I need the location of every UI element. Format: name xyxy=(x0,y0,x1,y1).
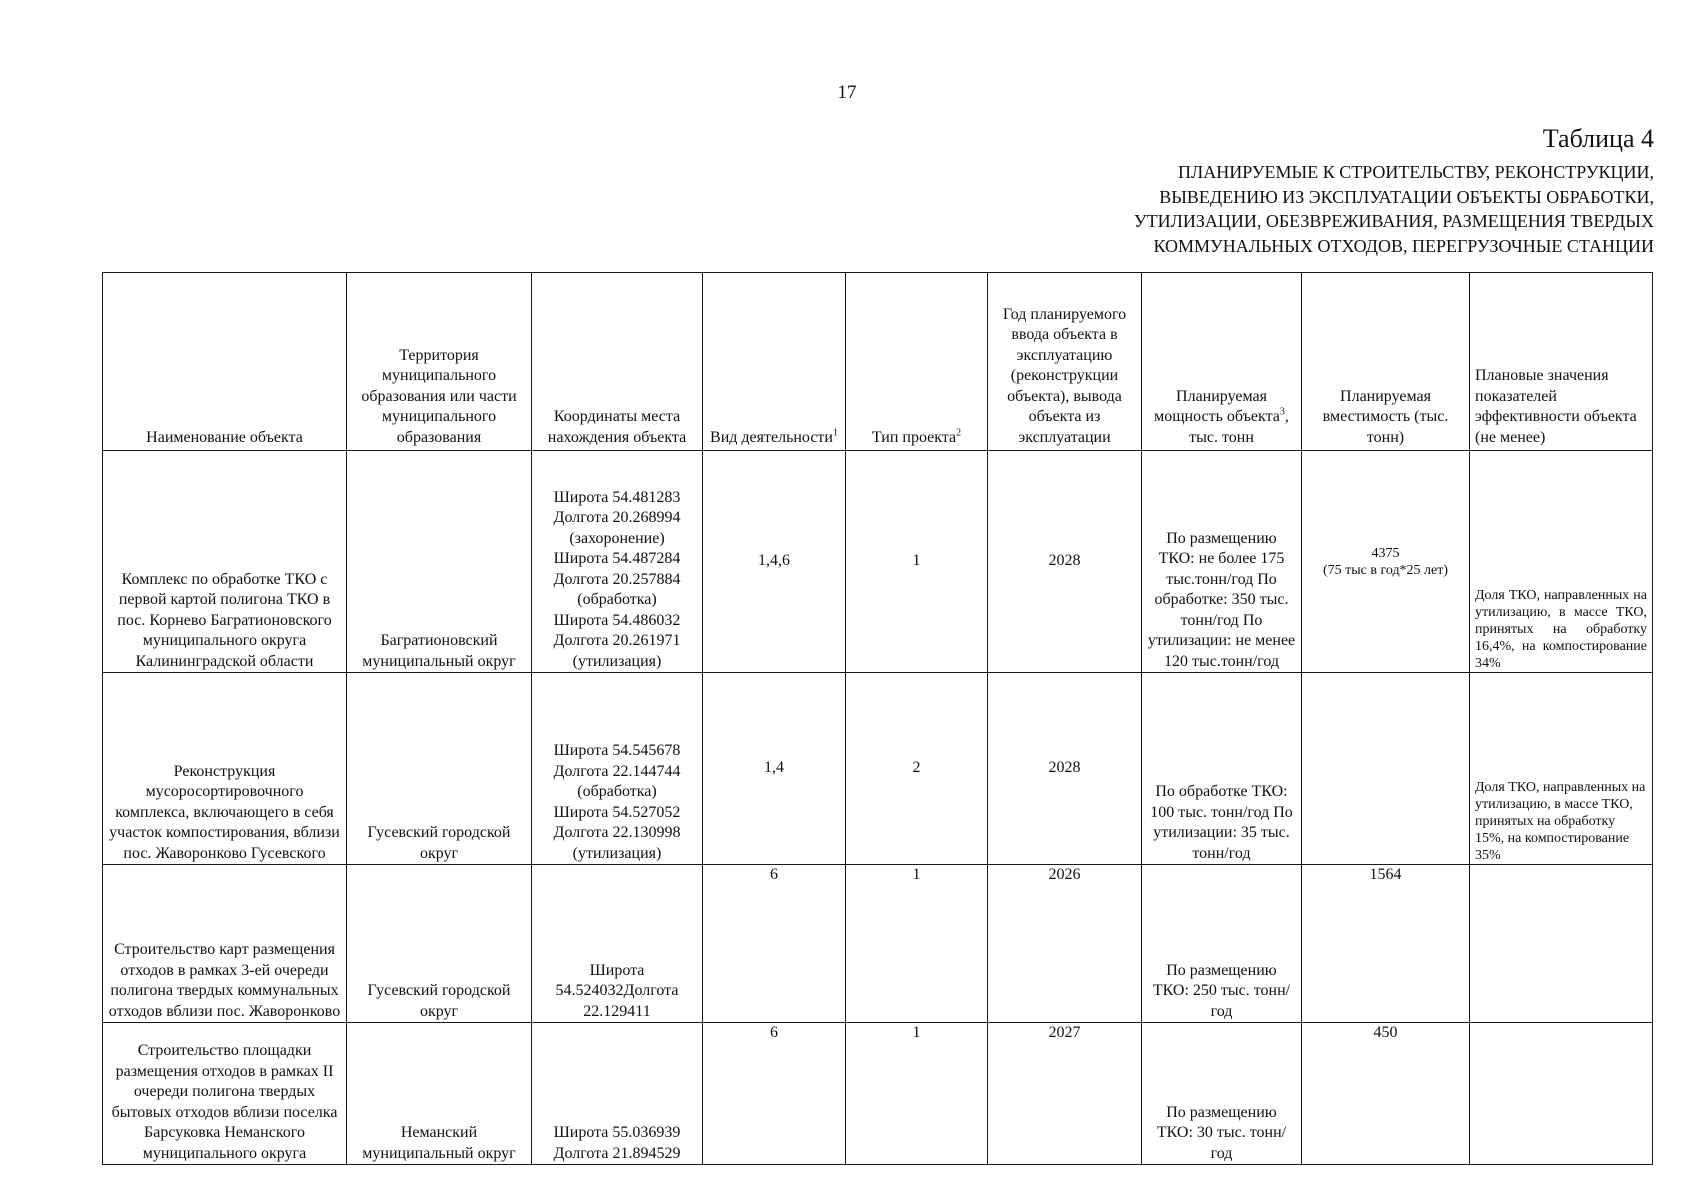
cell-activity: 1,4 xyxy=(703,673,846,865)
cell-name: Реконструкция мусоросортировочного комплекса, включающего в себя участок компостирования, вблизи пос. Жаворонково Гусевского xyxy=(103,673,347,865)
cell-territory: Неманский муниципальный округ xyxy=(347,1023,532,1165)
cell-volume: 450 xyxy=(1302,1023,1470,1165)
cell-volume xyxy=(1302,673,1470,865)
table-title xyxy=(1014,160,1654,258)
facilities-table xyxy=(102,272,1653,1165)
cell-volume: 1564 xyxy=(1302,865,1470,1023)
table-title-line: ВЫВЕДЕНИЮ ИЗ ЭКСПЛУАТАЦИИ ОБЪЕКТЫ ОБРАБОТКИ, xyxy=(1159,186,1654,207)
header-project-type-text: Тип проекта xyxy=(871,428,957,446)
cell-capacity: По размещению ТКО: не более 175 тыс.тонн/год По обработке: 350 тыс. тонн/год По утилизации: не менее 120 тыс.тонн/год xyxy=(1142,451,1302,673)
cell-coordinates: Широта 55.036939 Долгота 21.894529 xyxy=(532,1023,703,1165)
table-label: Таблица 4 xyxy=(1542,124,1654,153)
table-row xyxy=(103,451,1653,673)
cell-capacity: По размещению ТКО: 250 тыс. тонн/год xyxy=(1142,865,1302,1023)
page-number: 17 xyxy=(837,82,857,103)
footnote-marker: 2 xyxy=(956,427,962,439)
table-row xyxy=(103,673,1653,865)
cell-capacity: По размещению ТКО: 30 тыс. тонн/год xyxy=(1142,1023,1302,1165)
cell-efficiency: Доля ТКО, направленных на утилизацию, в массе ТКО, принятых на обработку 16,4%, на компостирование 34% xyxy=(1470,451,1653,673)
footnote-marker: 1 xyxy=(832,427,838,439)
cell-efficiency: Доля ТКО, направленных на утилизацию, в массе ТКО, принятых на обработку 15%, на компостирование 35% xyxy=(1470,673,1653,865)
cell-coordinates: Широта 54.481283 Долгота 20.268994 (захоронение) Широта 54.487284 Долгота 20.257884 (обработка) Широта 54.486032 Долгота 20.261971 (утилизация) xyxy=(532,451,703,673)
header-coordinates: Координаты места нахождения объекта xyxy=(532,273,703,451)
header-project-type xyxy=(846,273,988,451)
footnote-marker: 3 xyxy=(1279,406,1285,418)
cell-year: 2027 xyxy=(988,1023,1142,1165)
header-capacity xyxy=(1142,273,1302,451)
cell-territory: Гусевский городской округ xyxy=(347,673,532,865)
header-year: Год планируемого ввода объекта в эксплуатацию (реконструкции объекта), вывода объекта из эксплуатации xyxy=(988,273,1142,451)
cell-capacity: По обработке ТКО: 100 тыс. тонн/год По утилизации: 35 тыс. тонн/год xyxy=(1142,673,1302,865)
cell-year: 2028 xyxy=(988,673,1142,865)
cell-project-type: 1 xyxy=(846,451,988,673)
cell-volume: 4375 (75 тыс в год*25 лет) xyxy=(1302,451,1470,673)
table-title-line: ПЛАНИРУЕМЫЕ К СТРОИТЕЛЬСТВУ, РЕКОНСТРУКЦИИ, xyxy=(1177,162,1654,182)
header-capacity-prefix: Планируемая мощность объекта xyxy=(1154,387,1280,425)
cell-efficiency xyxy=(1470,1023,1653,1165)
cell-year: 2028 xyxy=(988,451,1142,673)
cell-efficiency xyxy=(1470,865,1653,1023)
cell-coordinates: Широта 54.524032Долгота 22.129411 xyxy=(532,865,703,1023)
table-row xyxy=(103,1023,1653,1165)
cell-year: 2026 xyxy=(988,865,1142,1023)
cell-name: Строительство карт размещения отходов в рамках 3-ей очереди полигона твердых коммунальных отходов вблизи пос. Жаворонково xyxy=(103,865,347,1023)
cell-name: Строительство площадки размещения отходов в рамках II очереди полигона твердых бытовых отходов вблизи поселка Барсуковка Неманского муниципального округа xyxy=(103,1023,347,1165)
cell-project-type: 2 xyxy=(846,673,988,865)
cell-project-type: 1 xyxy=(846,865,988,1023)
cell-activity: 6 xyxy=(703,1023,846,1165)
cell-project-type: 1 xyxy=(846,1023,988,1165)
header-efficiency: Плановые значения показателей эффективности объекта (не менее) xyxy=(1470,273,1653,451)
header-activity-text: Вид деятельности xyxy=(710,428,833,446)
cell-coordinates: Широта 54.545678 Долгота 22.144744 (обработка) Широта 54.527052 Долгота 22.130998 (утилизация) xyxy=(532,673,703,865)
table-row xyxy=(103,865,1653,1023)
cell-activity: 1,4,6 xyxy=(703,451,846,673)
cell-territory: Багратионовский муниципальный округ xyxy=(347,451,532,673)
cell-territory: Гусевский городской округ xyxy=(347,865,532,1023)
table-title-line: КОММУНАЛЬНЫХ ОТХОДОВ, ПЕРЕГРУЗОЧНЫЕ СТАНЦИИ xyxy=(1153,235,1654,256)
header-capacity-suffix: , тыс. тонн xyxy=(1189,408,1289,446)
cell-activity: 6 xyxy=(703,865,846,1023)
header-volume: Планируемая вместимость (тыс. тонн) xyxy=(1302,273,1470,451)
header-territory: Территория муниципального образования или части муниципального образования xyxy=(347,273,532,451)
header-activity xyxy=(703,273,846,451)
header-name: Наименование объекта xyxy=(103,273,347,451)
table-header-row xyxy=(103,273,1653,451)
table-title-line: УТИЛИЗАЦИИ, ОБЕЗВРЕЖИВАНИЯ, РАЗМЕЩЕНИЯ ТВЕРДЫХ xyxy=(1133,211,1654,231)
cell-name: Комплекс по обработке ТКО с первой картой полигона ТКО в пос. Корнево Багратионовского муниципального округа Калининградской области xyxy=(103,451,347,673)
